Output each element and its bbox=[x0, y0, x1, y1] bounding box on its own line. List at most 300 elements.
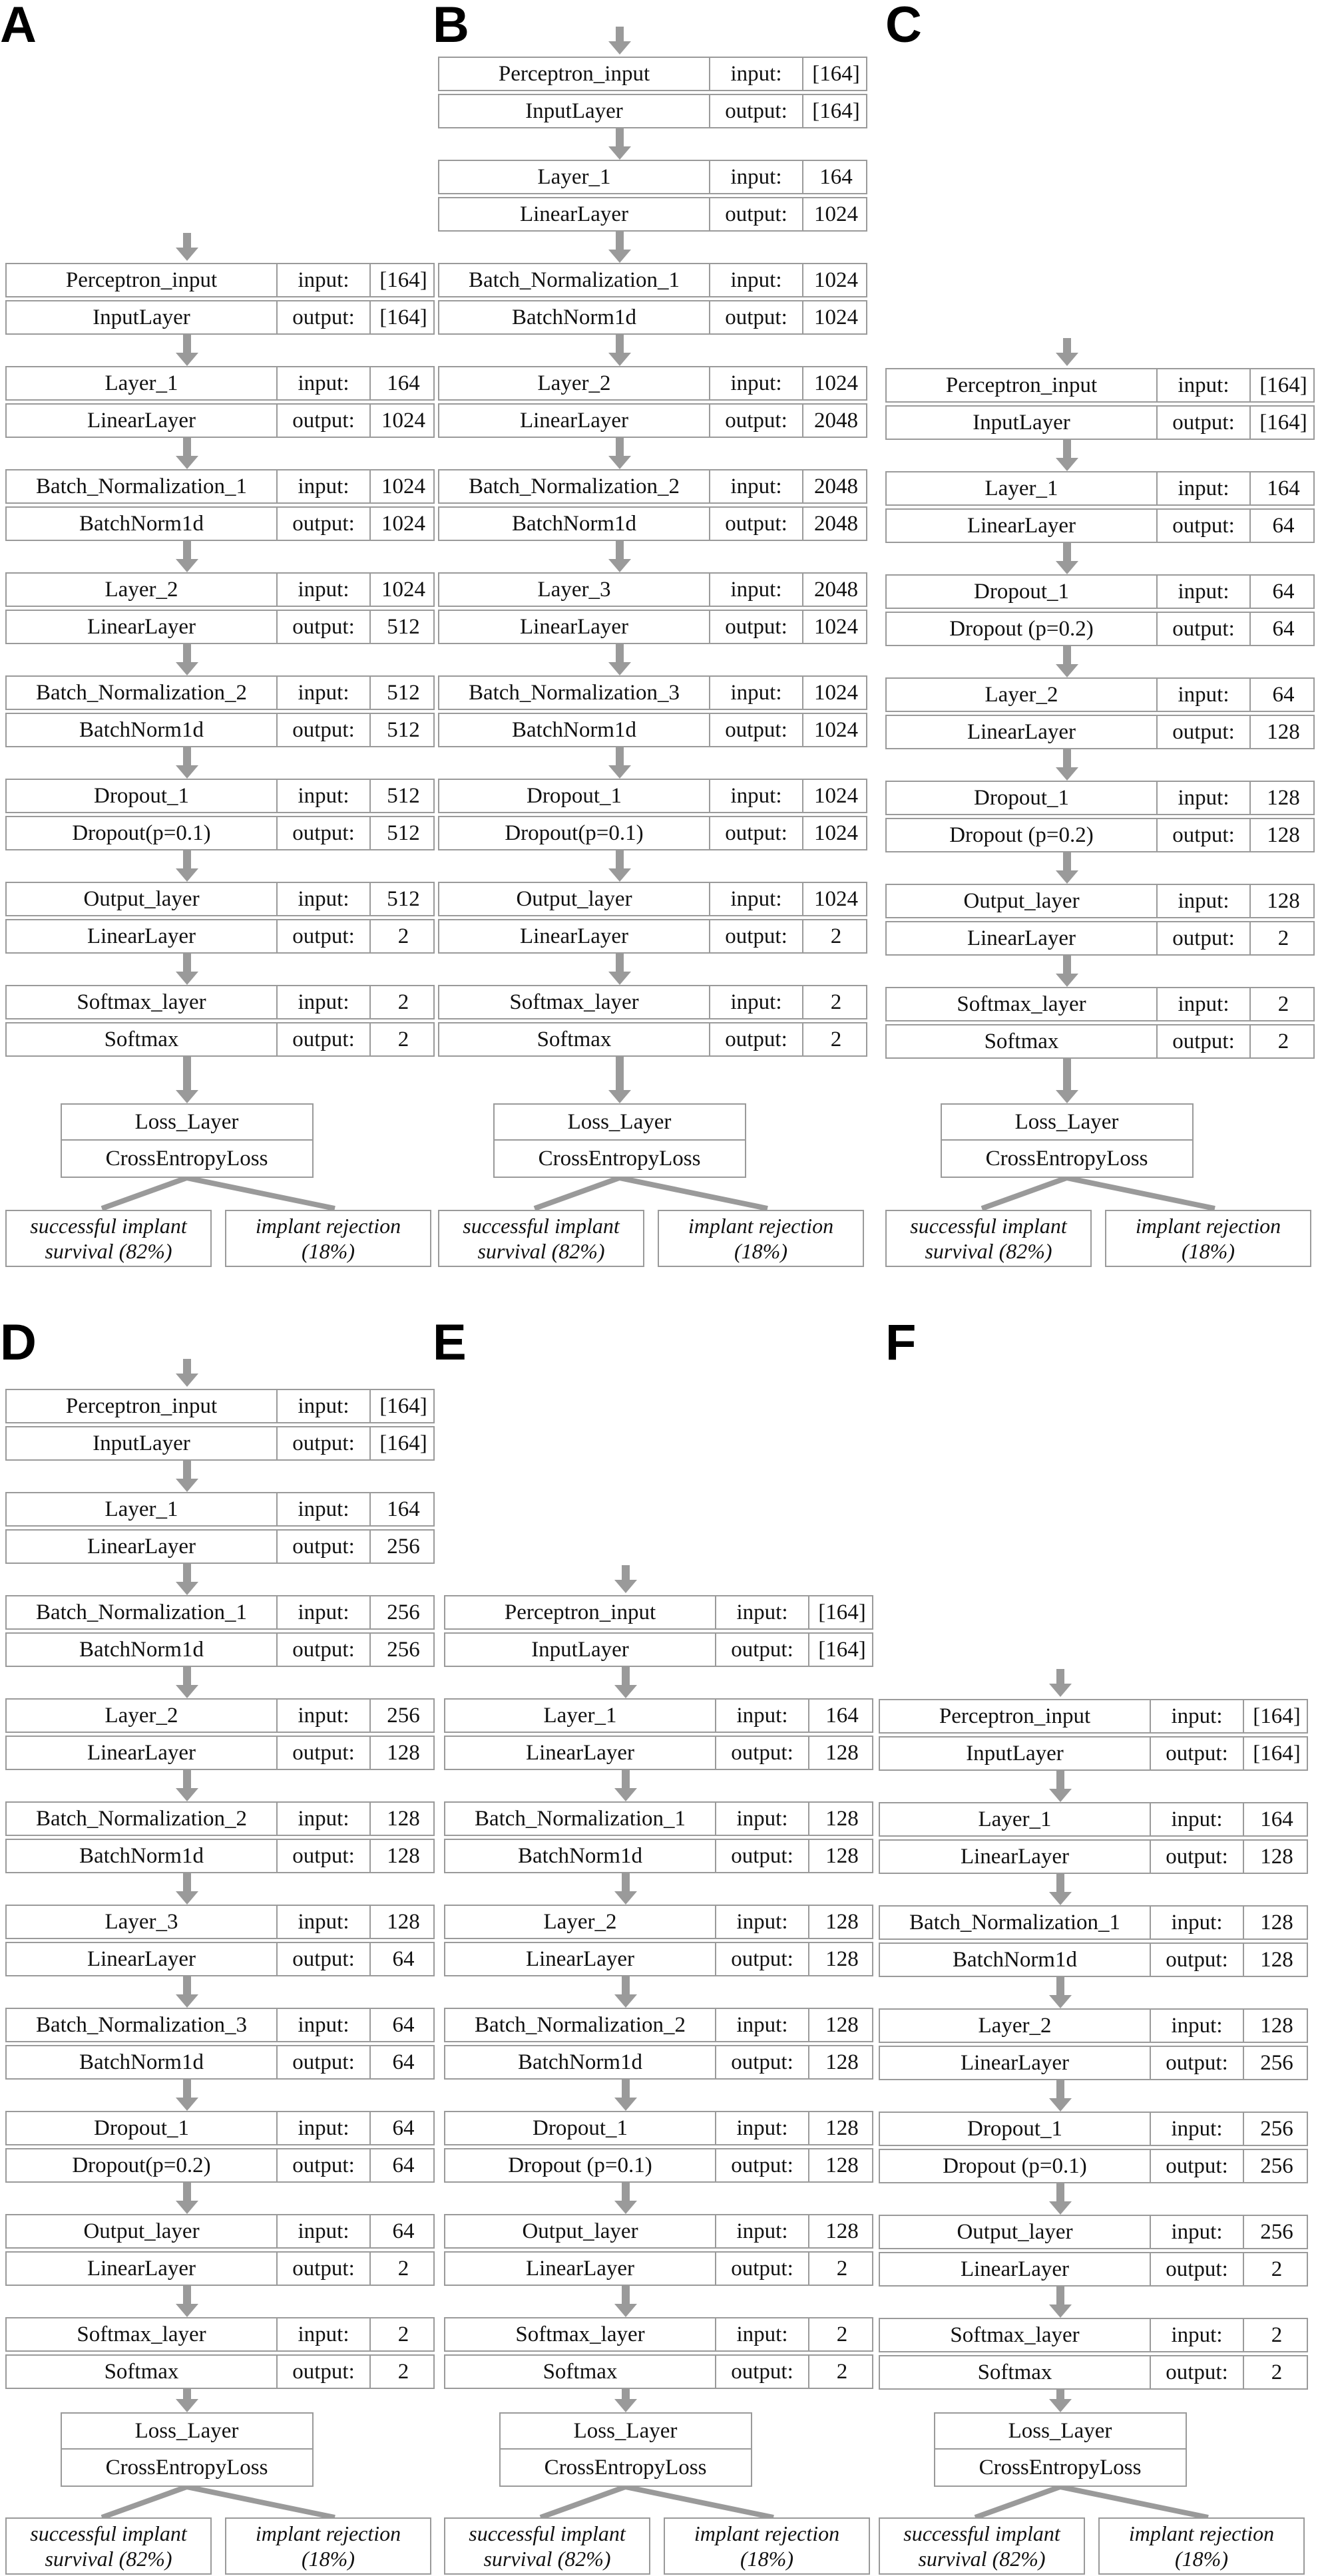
output-dim: 128 bbox=[808, 1737, 875, 1769]
layer-input-row bbox=[879, 1802, 1308, 1837]
layer-name: Output_layer bbox=[522, 2219, 638, 2243]
layer-type: InputLayer bbox=[973, 410, 1070, 435]
output-dim: 1024 bbox=[369, 508, 436, 540]
layer-output-row bbox=[5, 2045, 435, 2080]
outcome-success-line2: survival (82%) bbox=[45, 2547, 172, 2571]
input-dim: 64 bbox=[369, 2009, 436, 2041]
layer-output-row bbox=[5, 1736, 435, 1770]
layer-name: Softmax_layer bbox=[77, 990, 206, 1014]
input-dim: 2 bbox=[1249, 988, 1316, 1020]
input-dim: 1024 bbox=[802, 264, 869, 296]
success-arrow bbox=[541, 2487, 626, 2517]
input-label: input: bbox=[715, 2112, 808, 2144]
layer-name: Batch_Normalization_1 bbox=[35, 1600, 248, 1624]
layer-output-row bbox=[5, 2251, 435, 2286]
layer-input-row bbox=[5, 366, 435, 401]
output-label: output: bbox=[276, 405, 369, 437]
input-dim: 128 bbox=[808, 2009, 875, 2041]
output-label: output: bbox=[1156, 819, 1249, 851]
layer-name: Batch_Normalization_2 bbox=[35, 1806, 248, 1831]
output-label: output: bbox=[715, 1737, 808, 1769]
output-dim: 2 bbox=[369, 1023, 436, 1055]
layer-input-row bbox=[5, 469, 435, 504]
success-arrow bbox=[102, 1178, 187, 1208]
layer-input-row bbox=[5, 263, 435, 297]
layer-output-row bbox=[444, 2148, 873, 2183]
loss-function: CrossEntropyLoss bbox=[985, 1146, 1148, 1171]
loss-layer-name: Loss_Layer bbox=[935, 2414, 1186, 2450]
input-label: input: bbox=[276, 1700, 369, 1732]
layer-type: LinearLayer bbox=[87, 1946, 196, 1971]
layer-input-row bbox=[444, 2008, 873, 2042]
layer-input-row bbox=[5, 1389, 435, 1423]
outcome-success-line1: successful implant bbox=[30, 1214, 187, 1238]
output-dim: 64 bbox=[1249, 613, 1316, 645]
layer-input-row bbox=[879, 2215, 1308, 2249]
output-dim: 2048 bbox=[802, 405, 869, 437]
layer-type: Dropout(p=0.2) bbox=[72, 2153, 211, 2177]
output-dim: 128 bbox=[369, 1737, 436, 1769]
output-label: output: bbox=[715, 1840, 808, 1872]
output-label: output: bbox=[715, 1634, 808, 1666]
layer-type: BatchNorm1d bbox=[79, 717, 204, 742]
layer-output-row bbox=[879, 2252, 1308, 2287]
layer-output-row bbox=[885, 715, 1315, 749]
input-label: input: bbox=[276, 1596, 369, 1628]
layer-name: Dropout_1 bbox=[533, 2116, 628, 2140]
input-dim: 164 bbox=[802, 161, 869, 193]
layer-input-row bbox=[5, 882, 435, 916]
layer-type: Softmax bbox=[543, 2359, 618, 2384]
output-dim: 2 bbox=[1249, 1025, 1316, 1057]
layer-name: Output_layer bbox=[83, 886, 200, 911]
input-dim: 64 bbox=[369, 2215, 436, 2247]
output-label: output: bbox=[709, 508, 802, 540]
layer-type: LinearLayer bbox=[967, 513, 1076, 538]
layer-type: LinearLayer bbox=[967, 719, 1076, 744]
output-dim: 128 bbox=[1243, 1944, 1309, 1976]
input-dim: 1024 bbox=[802, 883, 869, 915]
layer-input-row bbox=[5, 572, 435, 607]
layer-type: BatchNorm1d bbox=[79, 511, 204, 536]
layer-output-row bbox=[444, 2045, 873, 2080]
layer-type: LinearLayer bbox=[960, 2050, 1070, 2075]
input-dim: 512 bbox=[369, 780, 436, 812]
output-dim: [164] bbox=[369, 1427, 436, 1459]
layer-input-row bbox=[879, 1905, 1308, 1940]
outcome-success-line2: survival (82%) bbox=[477, 1239, 605, 1263]
input-label: input: bbox=[276, 1803, 369, 1835]
outcome-rejection-line2: (18%) bbox=[302, 1239, 355, 1263]
layer-type: LinearLayer bbox=[525, 1946, 635, 1971]
layer-input-row bbox=[5, 675, 435, 710]
output-dim: 1024 bbox=[802, 817, 869, 849]
input-label: input: bbox=[1150, 2010, 1243, 2042]
input-label: input: bbox=[1150, 1907, 1243, 1938]
input-dim: 128 bbox=[1243, 1907, 1309, 1938]
output-dim: 512 bbox=[369, 714, 436, 746]
layer-output-row bbox=[879, 1839, 1308, 1874]
output-label: output: bbox=[276, 714, 369, 746]
layer-name: Batch_Normalization_2 bbox=[468, 474, 680, 498]
output-label: output: bbox=[1156, 613, 1249, 645]
output-label: output: bbox=[276, 2149, 369, 2181]
input-dim: 1024 bbox=[802, 780, 869, 812]
input-label: input: bbox=[276, 883, 369, 915]
layer-type: LinearLayer bbox=[87, 1740, 196, 1765]
input-dim: 64 bbox=[1249, 679, 1316, 711]
input-dim: 128 bbox=[808, 1803, 875, 1835]
layer-input-row bbox=[438, 366, 867, 401]
input-label: input: bbox=[715, 1596, 808, 1628]
layer-type: Dropout (p=0.1) bbox=[508, 2153, 652, 2177]
outcome-rejection-line1: implant rejection bbox=[694, 2521, 840, 2545]
input-label: input: bbox=[709, 780, 802, 812]
output-label: output: bbox=[276, 1634, 369, 1666]
input-dim: 512 bbox=[369, 883, 436, 915]
input-label: input: bbox=[1156, 369, 1249, 401]
outcome-rejection-line2: (18%) bbox=[302, 2547, 355, 2571]
layer-type: Dropout (p=0.2) bbox=[949, 823, 1094, 847]
output-label: output: bbox=[276, 508, 369, 540]
layer-name: Perceptron_input bbox=[945, 373, 1098, 397]
input-dim: 164 bbox=[369, 1493, 436, 1525]
rejection-arrow bbox=[1067, 1178, 1215, 1208]
layer-name: Layer_1 bbox=[105, 1497, 178, 1521]
layer-type: BatchNorm1d bbox=[518, 2050, 642, 2074]
layer-name: Dropout_1 bbox=[974, 785, 1069, 810]
output-dim: 128 bbox=[808, 2046, 875, 2078]
output-label: output: bbox=[276, 2046, 369, 2078]
outcome-rejection-line2: (18%) bbox=[740, 2547, 793, 2571]
layer-name: Softmax_layer bbox=[509, 990, 639, 1014]
layer-type: LinearLayer bbox=[87, 924, 196, 948]
layer-output-row bbox=[5, 2148, 435, 2183]
layer-output-row bbox=[438, 506, 867, 541]
layer-type: Softmax bbox=[984, 1029, 1059, 1053]
layer-output-row bbox=[5, 1632, 435, 1667]
output-label: output: bbox=[709, 714, 802, 746]
output-dim: 1024 bbox=[802, 714, 869, 746]
input-dim: 128 bbox=[369, 1803, 436, 1835]
layer-output-row bbox=[5, 1426, 435, 1461]
layer-name: Batch_Normalization_3 bbox=[468, 680, 680, 705]
input-dim: 128 bbox=[808, 2112, 875, 2144]
layer-type: Dropout (p=0.1) bbox=[943, 2153, 1087, 2178]
output-dim: 256 bbox=[369, 1531, 436, 1563]
layer-output-row bbox=[5, 1022, 435, 1057]
layer-output-row bbox=[5, 816, 435, 850]
input-label: input: bbox=[276, 367, 369, 399]
output-dim: 128 bbox=[808, 1943, 875, 1975]
output-label: output: bbox=[276, 1023, 369, 1055]
output-dim: 1024 bbox=[369, 405, 436, 437]
layer-name: Batch_Normalization_1 bbox=[474, 1806, 686, 1831]
panel-label: D bbox=[0, 1314, 37, 1371]
input-dim: [164] bbox=[1243, 1700, 1309, 1732]
output-label: output: bbox=[1150, 1944, 1243, 1976]
layer-type: InputLayer bbox=[525, 98, 623, 123]
layer-name: Dropout_1 bbox=[527, 783, 622, 808]
layer-name: Dropout_1 bbox=[94, 2116, 189, 2140]
layer-output-row bbox=[444, 2251, 873, 2286]
outcome-success-line2: survival (82%) bbox=[925, 1239, 1052, 1263]
input-dim: [164] bbox=[369, 264, 436, 296]
layer-input-row bbox=[438, 160, 867, 194]
input-dim: 164 bbox=[1249, 472, 1316, 504]
outcome-success-box bbox=[885, 1210, 1092, 1267]
success-arrow bbox=[975, 2487, 1060, 2517]
output-dim: 256 bbox=[369, 1634, 436, 1666]
layer-type: BatchNorm1d bbox=[518, 1843, 642, 1868]
output-label: output: bbox=[709, 920, 802, 952]
input-label: input: bbox=[1150, 1803, 1243, 1835]
layer-name: Layer_1 bbox=[978, 1807, 1052, 1831]
input-label: input: bbox=[1150, 1700, 1243, 1732]
layer-input-row bbox=[438, 572, 867, 607]
output-label: output: bbox=[276, 1531, 369, 1563]
output-label: output: bbox=[709, 95, 802, 127]
input-dim: 128 bbox=[369, 1906, 436, 1938]
outcome-rejection-line2: (18%) bbox=[1175, 2547, 1228, 2571]
panel-label: E bbox=[433, 1314, 467, 1371]
layer-name: Layer_3 bbox=[105, 1909, 178, 1934]
input-dim: 64 bbox=[1249, 576, 1316, 608]
input-label: input: bbox=[709, 883, 802, 915]
layer-name: Softmax_layer bbox=[515, 2322, 645, 2346]
layer-output-row bbox=[879, 1942, 1308, 1977]
input-label: input: bbox=[1156, 472, 1249, 504]
layer-type: LinearLayer bbox=[519, 408, 629, 433]
rejection-arrow bbox=[626, 2487, 774, 2517]
panel-label: C bbox=[885, 0, 922, 53]
layer-name: Layer_1 bbox=[105, 371, 178, 395]
layer-output-row bbox=[5, 403, 435, 438]
output-dim: 2048 bbox=[802, 508, 869, 540]
layer-type: BatchNorm1d bbox=[79, 2050, 204, 2074]
input-label: input: bbox=[1156, 576, 1249, 608]
layer-input-row bbox=[885, 884, 1315, 918]
layer-input-row bbox=[885, 987, 1315, 1021]
outcome-success-box bbox=[5, 1210, 212, 1267]
layer-type: BatchNorm1d bbox=[512, 511, 636, 536]
outcome-arrows bbox=[444, 2487, 870, 2520]
layer-input-row bbox=[438, 469, 867, 504]
layer-output-row bbox=[438, 197, 867, 232]
output-label: output: bbox=[276, 817, 369, 849]
output-dim: 2 bbox=[802, 1023, 869, 1055]
layer-output-row bbox=[438, 300, 867, 335]
input-label: input: bbox=[709, 677, 802, 709]
output-dim: 2 bbox=[802, 920, 869, 952]
outcome-arrows bbox=[5, 2487, 431, 2520]
outcome-rejection-line2: (18%) bbox=[1182, 1239, 1235, 1263]
loss-function: CrossEntropyLoss bbox=[105, 2455, 268, 2480]
output-dim: 128 bbox=[808, 2149, 875, 2181]
input-label: input: bbox=[709, 574, 802, 606]
layer-output-row bbox=[879, 2046, 1308, 2080]
layer-output-row bbox=[438, 919, 867, 954]
input-dim: 164 bbox=[369, 367, 436, 399]
outcome-success-box bbox=[444, 2517, 650, 2575]
layer-name: Dropout_1 bbox=[974, 579, 1069, 604]
rejection-arrow bbox=[187, 1178, 335, 1208]
input-dim: 128 bbox=[1249, 885, 1316, 917]
layer-type: Softmax bbox=[104, 2359, 179, 2384]
output-label: output: bbox=[1156, 922, 1249, 954]
output-dim: 1024 bbox=[802, 301, 869, 333]
layer-input-row bbox=[444, 1698, 873, 1733]
layer-input-row bbox=[444, 1905, 873, 1939]
layer-type: LinearLayer bbox=[87, 2256, 196, 2281]
output-label: output: bbox=[715, 2253, 808, 2285]
output-label: output: bbox=[709, 405, 802, 437]
input-dim: [164] bbox=[802, 58, 869, 90]
input-dim: 2 bbox=[1243, 2319, 1309, 2351]
layer-output-row bbox=[5, 2354, 435, 2389]
outcome-rejection-line2: (18%) bbox=[734, 1239, 787, 1263]
output-label: output: bbox=[276, 920, 369, 952]
layer-type: BatchNorm1d bbox=[79, 1843, 204, 1868]
layer-type: LinearLayer bbox=[87, 614, 196, 639]
input-dim: 1024 bbox=[369, 470, 436, 502]
layer-name: Layer_2 bbox=[105, 577, 178, 602]
output-dim: 2 bbox=[369, 920, 436, 952]
outcome-rejection-box bbox=[1098, 2517, 1305, 2575]
layer-name: Output_layer bbox=[963, 888, 1080, 913]
layer-input-row bbox=[438, 779, 867, 813]
input-label: input: bbox=[709, 986, 802, 1018]
layer-type: LinearLayer bbox=[87, 1534, 196, 1559]
layer-name: Output_layer bbox=[516, 886, 632, 911]
layer-name: Perceptron_input bbox=[65, 1393, 218, 1418]
layer-output-row bbox=[444, 1632, 873, 1667]
input-label: input: bbox=[276, 986, 369, 1018]
layer-output-row bbox=[5, 919, 435, 954]
input-label: input: bbox=[715, 2215, 808, 2247]
layer-input-row bbox=[438, 263, 867, 297]
outcome-rejection-line1: implant rejection bbox=[1128, 2521, 1275, 2545]
layer-input-row bbox=[5, 1492, 435, 1527]
layer-input-row bbox=[5, 1698, 435, 1733]
input-dim: 2 bbox=[369, 2318, 436, 2350]
input-dim: 1024 bbox=[802, 677, 869, 709]
layer-type: Softmax bbox=[977, 2360, 1052, 2384]
input-dim: 2 bbox=[802, 986, 869, 1018]
output-dim: [164] bbox=[802, 95, 869, 127]
layer-type: BatchNorm1d bbox=[512, 305, 636, 329]
layer-name: Layer_1 bbox=[537, 164, 611, 189]
output-dim: 2 bbox=[808, 2253, 875, 2285]
layer-type: LinearLayer bbox=[960, 1844, 1070, 1869]
input-dim: 1024 bbox=[802, 367, 869, 399]
input-dim: 128 bbox=[1243, 2010, 1309, 2042]
layer-output-row bbox=[444, 1839, 873, 1873]
output-dim: 256 bbox=[1243, 2047, 1309, 2079]
input-dim: 164 bbox=[1243, 1803, 1309, 1835]
layer-name: Layer_2 bbox=[985, 682, 1058, 707]
output-label: output: bbox=[276, 1737, 369, 1769]
outcome-rejection-box bbox=[225, 2517, 431, 2575]
layer-type: BatchNorm1d bbox=[79, 1637, 204, 1662]
output-dim: [164] bbox=[369, 301, 436, 333]
input-label: input: bbox=[715, 2009, 808, 2041]
layer-input-row bbox=[5, 1595, 435, 1630]
layer-output-row bbox=[885, 818, 1315, 852]
layer-input-row bbox=[444, 1595, 873, 1630]
output-dim: [164] bbox=[1249, 407, 1316, 439]
input-dim: 2 bbox=[808, 2318, 875, 2350]
input-dim: [164] bbox=[1249, 369, 1316, 401]
layer-input-row bbox=[438, 57, 867, 91]
layer-type: Dropout(p=0.1) bbox=[72, 821, 211, 845]
layer-name: Batch_Normalization_3 bbox=[35, 2012, 248, 2037]
layer-type: InputLayer bbox=[93, 1431, 190, 1455]
layer-name: Perceptron_input bbox=[504, 1600, 656, 1624]
input-dim: 1024 bbox=[369, 574, 436, 606]
layer-output-row bbox=[438, 610, 867, 644]
input-label: input: bbox=[276, 574, 369, 606]
layer-name: Perceptron_input bbox=[939, 1704, 1091, 1728]
output-label: output: bbox=[1156, 407, 1249, 439]
outcome-rejection-line1: implant rejection bbox=[688, 1214, 834, 1238]
outcome-success-line1: successful implant bbox=[910, 1214, 1067, 1238]
success-arrow bbox=[102, 2487, 187, 2517]
output-dim: 128 bbox=[1249, 716, 1316, 748]
layer-input-row bbox=[5, 1905, 435, 1939]
input-label: input: bbox=[276, 677, 369, 709]
output-dim: [164] bbox=[808, 1634, 875, 1666]
input-dim: 256 bbox=[1243, 2216, 1309, 2248]
outcome-success-line2: survival (82%) bbox=[45, 1239, 172, 1263]
outcome-arrows bbox=[879, 2487, 1305, 2520]
layer-input-row bbox=[438, 675, 867, 710]
outcome-success-line2: survival (82%) bbox=[483, 2547, 611, 2571]
input-label: input: bbox=[709, 161, 802, 193]
loss-layer-box bbox=[934, 2412, 1187, 2487]
layer-name: Dropout_1 bbox=[967, 2116, 1062, 2141]
layer-name: Softmax_layer bbox=[77, 2322, 206, 2346]
input-label: input: bbox=[709, 470, 802, 502]
layer-output-row bbox=[444, 2354, 873, 2389]
layer-output-row bbox=[5, 610, 435, 644]
layer-name: Perceptron_input bbox=[498, 61, 650, 86]
layer-name: Layer_2 bbox=[537, 371, 611, 395]
layer-output-row bbox=[885, 405, 1315, 440]
loss-layer-box bbox=[493, 1103, 746, 1178]
layer-name: Perceptron_input bbox=[65, 268, 218, 292]
layer-input-row bbox=[879, 1699, 1308, 1734]
output-dim: 128 bbox=[1243, 1841, 1309, 1873]
output-dim: 512 bbox=[369, 817, 436, 849]
layer-type: Softmax bbox=[537, 1027, 612, 1051]
input-label: input: bbox=[276, 780, 369, 812]
output-label: output: bbox=[1150, 1738, 1243, 1769]
output-label: output: bbox=[709, 1023, 802, 1055]
input-dim: 2048 bbox=[802, 470, 869, 502]
outcome-success-line2: survival (82%) bbox=[918, 2547, 1046, 2571]
output-dim: [164] bbox=[1243, 1738, 1309, 1769]
outcome-arrows bbox=[885, 1178, 1311, 1211]
layer-input-row bbox=[444, 1801, 873, 1836]
input-label: input: bbox=[1156, 988, 1249, 1020]
layer-output-row bbox=[5, 713, 435, 747]
layer-output-row bbox=[885, 612, 1315, 646]
output-dim: 1024 bbox=[802, 611, 869, 643]
layer-input-row bbox=[885, 368, 1315, 403]
layer-output-row bbox=[885, 921, 1315, 956]
output-dim: 256 bbox=[1243, 2150, 1309, 2182]
